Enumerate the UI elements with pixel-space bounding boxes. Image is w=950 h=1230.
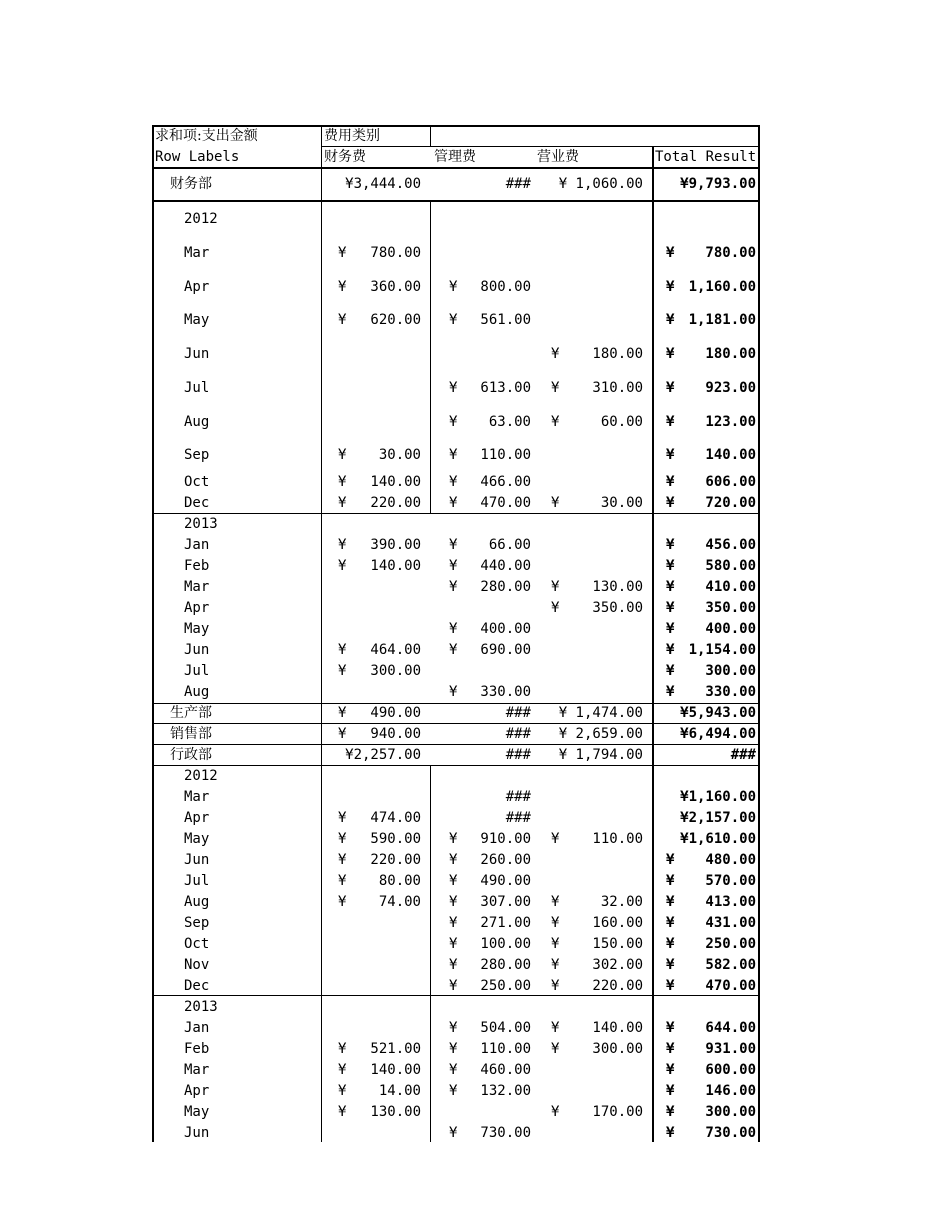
cell-finance-currency-symbol: ¥ [338, 1062, 347, 1078]
cell-total-currency-symbol: ¥ [666, 894, 675, 910]
cell-total: 644.00 [705, 1020, 756, 1036]
cell-admin: 460.00 [480, 1062, 531, 1078]
header-divider [321, 146, 760, 147]
column-header-sales[interactable]: 营业费 [537, 149, 579, 165]
cell-admin: 63.00 [488, 414, 531, 430]
cell-admin-currency-symbol: ¥ [449, 1125, 458, 1141]
cell-sales-currency-symbol: ¥ [551, 600, 560, 616]
row-divider [152, 513, 760, 514]
cell-sales-currency-symbol: ¥ [551, 957, 560, 973]
month-label[interactable]: Sep [184, 447, 210, 463]
cell-total-currency-symbol: ¥ [666, 346, 675, 362]
cell-total: 570.00 [705, 873, 756, 889]
cell-sales: 150.00 [592, 936, 643, 952]
cell-admin-currency-symbol: ¥ [449, 1083, 458, 1099]
cell-admin: 730.00 [480, 1125, 531, 1141]
row-divider [152, 723, 760, 724]
month-label[interactable]: Jun [184, 1125, 210, 1141]
cell-total-currency-symbol: ¥ [666, 1125, 675, 1141]
cell-admin-currency-symbol: ¥ [449, 495, 458, 511]
cell-total: ¥6,494.00 [680, 726, 756, 742]
month-label[interactable]: Aug [184, 414, 210, 430]
cell-total-currency-symbol: ¥ [666, 245, 675, 261]
admin-column-divider [430, 200, 431, 513]
row-divider [152, 744, 760, 745]
cell-total: 1,160.00 [688, 279, 756, 295]
cell-total-currency-symbol: ¥ [666, 414, 675, 430]
month-label[interactable]: Sep [184, 915, 210, 931]
month-label[interactable]: Feb [184, 1041, 210, 1057]
cell-total-currency-symbol: ¥ [666, 936, 675, 952]
cell-total: 582.00 [705, 957, 756, 973]
cell-total-currency-symbol: ¥ [666, 1083, 675, 1099]
cell-total-currency-symbol: ¥ [666, 1062, 675, 1078]
cell-sales: ¥ 1,794.00 [558, 747, 643, 763]
cell-total: 730.00 [705, 1125, 756, 1141]
cell-total: 431.00 [705, 915, 756, 931]
cell-finance: 390.00 [370, 537, 421, 553]
total-header-left [652, 146, 654, 168]
cell-finance-currency-symbol: ¥ [338, 1041, 347, 1057]
cell-sales: 180.00 [592, 346, 643, 362]
cell-sales-currency-symbol: ¥ [551, 380, 560, 396]
cell-admin: 110.00 [480, 1041, 531, 1057]
month-label[interactable]: Jan [184, 1020, 210, 1036]
cell-finance: ¥2,257.00 [345, 747, 421, 763]
cell-finance: 140.00 [370, 1062, 421, 1078]
cell-total-currency-symbol: ¥ [666, 447, 675, 463]
cell-total-currency-symbol: ¥ [666, 495, 675, 511]
cell-admin-currency-symbol: ¥ [449, 978, 458, 994]
cell-total: 606.00 [705, 474, 756, 490]
row-divider [152, 703, 760, 704]
cell-sales: 130.00 [592, 579, 643, 595]
cell-sales-currency-symbol: ¥ [551, 1020, 560, 1036]
cell-sales: 32.00 [600, 894, 643, 910]
cell-admin-currency-symbol: ¥ [449, 558, 458, 574]
cell-admin: 690.00 [480, 642, 531, 658]
cell-sales: 220.00 [592, 978, 643, 994]
header-bottom-border [152, 167, 760, 169]
cell-total: 600.00 [705, 1062, 756, 1078]
cell-admin: 280.00 [480, 957, 531, 973]
cell-finance-currency-symbol: ¥ [338, 447, 347, 463]
row-divider [152, 200, 760, 202]
cell-admin: ### [505, 705, 531, 721]
month-label[interactable]: Mar [184, 245, 210, 261]
total-result-header[interactable]: Total Result [655, 149, 757, 165]
cell-admin-currency-symbol: ¥ [449, 474, 458, 490]
cell-finance: 14.00 [378, 1083, 421, 1099]
column-header-finance[interactable]: 财务费 [324, 149, 366, 165]
column-field-label[interactable]: 费用类别 [324, 128, 380, 144]
cell-total: 350.00 [705, 600, 756, 616]
cell-total-currency-symbol: ¥ [666, 312, 675, 328]
cell-total-currency-symbol: ¥ [666, 558, 675, 574]
cell-total-currency-symbol: ¥ [666, 380, 675, 396]
cell-sales: 110.00 [592, 831, 643, 847]
cell-total-currency-symbol: ¥ [666, 537, 675, 553]
cell-total-currency-symbol: ¥ [666, 663, 675, 679]
cell-sales: 60.00 [600, 414, 643, 430]
cell-total: 123.00 [705, 414, 756, 430]
cell-finance: 140.00 [370, 558, 421, 574]
cell-total-currency-symbol: ¥ [666, 852, 675, 868]
cell-finance: 521.00 [370, 1041, 421, 1057]
cell-finance: 74.00 [378, 894, 421, 910]
dept-label[interactable]: 行政部 [170, 747, 212, 763]
cell-sales-currency-symbol: ¥ [551, 915, 560, 931]
cell-admin-currency-symbol: ¥ [449, 936, 458, 952]
cell-total: 140.00 [705, 447, 756, 463]
table-left-border [152, 125, 154, 1142]
cell-total: 720.00 [705, 495, 756, 511]
cell-finance-currency-symbol: ¥ [338, 642, 347, 658]
cell-admin: 490.00 [480, 873, 531, 889]
cell-admin: 132.00 [480, 1083, 531, 1099]
cell-admin-currency-symbol: ¥ [449, 873, 458, 889]
cell-sales: 170.00 [592, 1104, 643, 1120]
cell-finance-currency-symbol: ¥ [338, 558, 347, 574]
dept-label[interactable]: 财务部 [170, 176, 212, 192]
cell-total-currency-symbol: ¥ [666, 279, 675, 295]
month-label[interactable]: Jul [184, 873, 210, 889]
cell-total: 330.00 [705, 684, 756, 700]
month-label[interactable]: Oct [184, 936, 210, 952]
cell-sales: 350.00 [592, 600, 643, 616]
cell-finance-currency-symbol: ¥ [338, 663, 347, 679]
cell-finance: 940.00 [370, 726, 421, 742]
month-label[interactable]: Mar [184, 1062, 210, 1078]
cell-total: ¥2,157.00 [680, 810, 756, 826]
cell-finance-currency-symbol: ¥ [338, 537, 347, 553]
cell-finance-currency-symbol: ¥ [338, 852, 347, 868]
cell-finance-currency-symbol: ¥ [338, 312, 347, 328]
cell-admin: 400.00 [480, 621, 531, 637]
cell-finance: 464.00 [370, 642, 421, 658]
cell-admin: 561.00 [480, 312, 531, 328]
cell-finance-currency-symbol: ¥ [338, 810, 347, 826]
cell-total: 250.00 [705, 936, 756, 952]
cell-admin-currency-symbol: ¥ [449, 312, 458, 328]
cell-sales: ¥ 1,060.00 [558, 176, 643, 192]
month-label[interactable]: Jun [184, 642, 210, 658]
row-labels-divider [321, 125, 322, 1142]
cell-admin: 280.00 [480, 579, 531, 595]
month-label[interactable]: Jul [184, 380, 210, 396]
cell-total: 580.00 [705, 558, 756, 574]
cell-sales-currency-symbol: ¥ [551, 1041, 560, 1057]
cell-total-currency-symbol: ¥ [666, 873, 675, 889]
cell-finance-currency-symbol: ¥ [338, 495, 347, 511]
cell-total: ¥5,943.00 [680, 705, 756, 721]
month-label[interactable]: Dec [184, 495, 210, 511]
month-label[interactable]: May [184, 831, 210, 847]
cell-finance: 474.00 [370, 810, 421, 826]
cell-finance-currency-symbol: ¥ [338, 873, 347, 889]
cell-admin-currency-symbol: ¥ [449, 380, 458, 396]
cell-admin: 100.00 [480, 936, 531, 952]
cell-total: 456.00 [705, 537, 756, 553]
cell-admin: 466.00 [480, 474, 531, 490]
cell-admin: 504.00 [480, 1020, 531, 1036]
year-label[interactable]: 2013 [184, 516, 218, 532]
cell-finance-currency-symbol: ¥ [338, 1083, 347, 1099]
cell-total: 1,154.00 [688, 642, 756, 658]
month-label[interactable]: Mar [184, 579, 210, 595]
year-label[interactable]: 2012 [184, 211, 218, 227]
cell-admin: 613.00 [480, 380, 531, 396]
cell-sales-currency-symbol: ¥ [551, 894, 560, 910]
cell-admin-currency-symbol: ¥ [449, 579, 458, 595]
cell-total: 146.00 [705, 1083, 756, 1099]
month-label[interactable]: May [184, 312, 210, 328]
year-label[interactable]: 2012 [184, 768, 218, 784]
cell-total: 780.00 [705, 245, 756, 261]
cell-sales: ¥ 2,659.00 [558, 726, 643, 742]
cell-admin-currency-symbol: ¥ [449, 642, 458, 658]
cell-admin-currency-symbol: ¥ [449, 1041, 458, 1057]
cell-admin: ### [505, 176, 531, 192]
table-right-border [758, 125, 760, 1142]
cell-finance: ¥3,444.00 [345, 176, 421, 192]
cell-sales: 302.00 [592, 957, 643, 973]
cell-admin-currency-symbol: ¥ [449, 621, 458, 637]
month-label[interactable]: Feb [184, 558, 210, 574]
cell-total-currency-symbol: ¥ [666, 684, 675, 700]
cell-total: 410.00 [705, 579, 756, 595]
cell-total-currency-symbol: ¥ [666, 600, 675, 616]
cell-total: 413.00 [705, 894, 756, 910]
cell-sales: 30.00 [600, 495, 643, 511]
cell-admin-currency-symbol: ¥ [449, 414, 458, 430]
cell-admin-currency-symbol: ¥ [449, 684, 458, 700]
cell-sales: 140.00 [592, 1020, 643, 1036]
dept-label[interactable]: 生产部 [170, 705, 212, 721]
month-label[interactable]: Apr [184, 1083, 210, 1099]
cell-finance-currency-symbol: ¥ [338, 245, 347, 261]
cell-sales-currency-symbol: ¥ [551, 831, 560, 847]
cell-sales-currency-symbol: ¥ [551, 936, 560, 952]
cell-admin: 307.00 [480, 894, 531, 910]
cell-finance: 130.00 [370, 1104, 421, 1120]
cell-sales-currency-symbol: ¥ [551, 978, 560, 994]
cell-finance: 360.00 [370, 279, 421, 295]
cell-total: ¥1,610.00 [680, 831, 756, 847]
cell-finance: 780.00 [370, 245, 421, 261]
cell-finance: 220.00 [370, 852, 421, 868]
cell-admin: 800.00 [480, 279, 531, 295]
month-label[interactable]: Oct [184, 474, 210, 490]
cell-admin: 470.00 [480, 495, 531, 511]
cell-total: 931.00 [705, 1041, 756, 1057]
month-label[interactable]: May [184, 1104, 210, 1120]
cell-total-currency-symbol: ¥ [666, 1020, 675, 1036]
month-label[interactable]: Jun [184, 852, 210, 868]
month-label[interactable]: May [184, 621, 210, 637]
cell-admin: 271.00 [480, 915, 531, 931]
cell-sales-currency-symbol: ¥ [551, 1104, 560, 1120]
cell-admin-currency-symbol: ¥ [449, 894, 458, 910]
cell-admin-currency-symbol: ¥ [449, 537, 458, 553]
cell-total: ### [730, 747, 756, 763]
cell-finance-currency-symbol: ¥ [338, 726, 347, 742]
row-divider [152, 765, 760, 766]
month-label[interactable]: Apr [184, 810, 210, 826]
month-label[interactable]: Mar [184, 789, 210, 805]
cell-admin-currency-symbol: ¥ [449, 1020, 458, 1036]
cell-finance-currency-symbol: ¥ [338, 705, 347, 721]
admin-column-divider [430, 765, 431, 995]
cell-finance-currency-symbol: ¥ [338, 1104, 347, 1120]
cell-total-currency-symbol: ¥ [666, 1104, 675, 1120]
cell-finance: 490.00 [370, 705, 421, 721]
dept-label[interactable]: 销售部 [170, 726, 212, 742]
cell-sales-currency-symbol: ¥ [551, 414, 560, 430]
cell-sales: 300.00 [592, 1041, 643, 1057]
month-label[interactable]: Nov [184, 957, 210, 973]
cell-admin: 440.00 [480, 558, 531, 574]
month-label[interactable]: Jan [184, 537, 210, 553]
cell-total: ¥1,160.00 [680, 789, 756, 805]
cell-admin: ### [505, 789, 531, 805]
cell-admin: ### [505, 810, 531, 826]
cell-total: ¥9,793.00 [680, 176, 756, 192]
table-top-border [152, 125, 760, 127]
cell-total-currency-symbol: ¥ [666, 474, 675, 490]
cell-admin: ### [505, 747, 531, 763]
cell-total: 300.00 [705, 663, 756, 679]
header-column-divider [430, 125, 431, 147]
measure-label[interactable]: 求和项:支出金额 [155, 128, 258, 144]
cell-total-currency-symbol: ¥ [666, 915, 675, 931]
cell-admin-currency-symbol: ¥ [449, 447, 458, 463]
cell-sales-currency-symbol: ¥ [551, 495, 560, 511]
cell-total: 180.00 [705, 346, 756, 362]
year-label[interactable]: 2013 [184, 999, 218, 1015]
cell-finance: 620.00 [370, 312, 421, 328]
cell-sales-currency-symbol: ¥ [551, 346, 560, 362]
cell-sales-currency-symbol: ¥ [551, 579, 560, 595]
column-header-admin[interactable]: 管理费 [434, 149, 476, 165]
month-label[interactable]: Apr [184, 600, 210, 616]
cell-total-currency-symbol: ¥ [666, 642, 675, 658]
cell-sales: 310.00 [592, 380, 643, 396]
cell-admin: 260.00 [480, 852, 531, 868]
cell-sales: ¥ 1,474.00 [558, 705, 643, 721]
cell-total: 1,181.00 [688, 312, 756, 328]
cell-total-currency-symbol: ¥ [666, 978, 675, 994]
cell-finance-currency-symbol: ¥ [338, 831, 347, 847]
cell-admin: 110.00 [480, 447, 531, 463]
cell-total-currency-symbol: ¥ [666, 579, 675, 595]
cell-total: 480.00 [705, 852, 756, 868]
month-label[interactable]: Apr [184, 279, 210, 295]
cell-admin: 66.00 [488, 537, 531, 553]
month-label[interactable]: Jun [184, 346, 210, 362]
cell-total-currency-symbol: ¥ [666, 1041, 675, 1057]
cell-admin-currency-symbol: ¥ [449, 1062, 458, 1078]
cell-finance-currency-symbol: ¥ [338, 279, 347, 295]
cell-total: 400.00 [705, 621, 756, 637]
cell-admin: 250.00 [480, 978, 531, 994]
cell-admin-currency-symbol: ¥ [449, 279, 458, 295]
cell-admin: 910.00 [480, 831, 531, 847]
cell-finance: 590.00 [370, 831, 421, 847]
cell-admin: 330.00 [480, 684, 531, 700]
cell-finance: 300.00 [370, 663, 421, 679]
cell-total: 300.00 [705, 1104, 756, 1120]
admin-column-divider [430, 995, 431, 1142]
cell-admin-currency-symbol: ¥ [449, 831, 458, 847]
row-labels-header[interactable]: Row Labels [155, 149, 240, 165]
cell-admin-currency-symbol: ¥ [449, 957, 458, 973]
cell-finance-currency-symbol: ¥ [338, 894, 347, 910]
month-label[interactable]: Dec [184, 978, 210, 994]
cell-total-currency-symbol: ¥ [666, 957, 675, 973]
cell-finance: 140.00 [370, 474, 421, 490]
cell-admin-currency-symbol: ¥ [449, 915, 458, 931]
cell-finance-currency-symbol: ¥ [338, 474, 347, 490]
cell-total: 470.00 [705, 978, 756, 994]
cell-finance: 220.00 [370, 495, 421, 511]
cell-admin-currency-symbol: ¥ [449, 852, 458, 868]
cell-finance: 30.00 [378, 447, 421, 463]
month-label[interactable]: Aug [184, 894, 210, 910]
cell-total: 923.00 [705, 380, 756, 396]
cell-finance: 80.00 [378, 873, 421, 889]
month-label[interactable]: Aug [184, 684, 210, 700]
cell-sales: 160.00 [592, 915, 643, 931]
cell-total-currency-symbol: ¥ [666, 621, 675, 637]
cell-admin: ### [505, 726, 531, 742]
row-divider [152, 995, 760, 996]
month-label[interactable]: Jul [184, 663, 210, 679]
